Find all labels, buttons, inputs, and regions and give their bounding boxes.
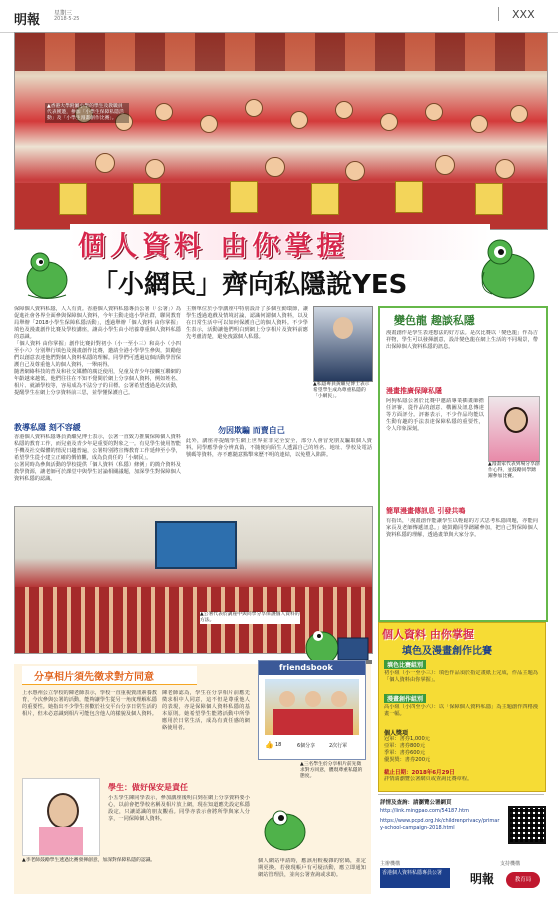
chameleon-mascot-left-icon (20, 240, 75, 305)
footer-link-1[interactable]: http://link.mingpao.com/54187.htm (380, 808, 470, 814)
footer-link-2[interactable]: https://www.pcpd.org.hk/childrenprivacy/primary-school-campaign-2018.html (380, 818, 500, 831)
projector-screen (155, 521, 237, 569)
student-figure (155, 103, 173, 121)
left-subheading-1: 教導私隱 刻不容緩 (14, 423, 81, 432)
illustrator-photo (488, 396, 540, 462)
illustrator-caption: ▲漫畫家代表到場分享創作心得，並鼓勵同學踴躍參加比賽。 (488, 462, 540, 479)
left-p1: 保障個人資料私隱，人人有責。香港個人資料私隱專員公署（「公署」）為促進社會各界全面參與保障個人資料，今年主動走進小學社群，聯同教育局舉辦「2018小學生保障私隱活動」，透過舉辦「個人資料 由你掌握」填色及漫畫創作比賽及學校講座，讓高小學生由小培養尊重個人資料私隱的意識。 (14, 306, 181, 340)
teacher-caption: ▲李老師鼓勵學生透過比賽發揮創意，加深對保障私隱的認識。 (22, 858, 156, 863)
friendsbook-window (258, 660, 366, 760)
page-label: XXX (512, 8, 535, 21)
share-heading: 分享相片須先徵求對方同意 (34, 672, 154, 683)
right-subheading-2: 簡單漫畫傳訊息 引發共鳴 (386, 507, 466, 515)
right-body-2: 有指出，「漫畫創作能讓學生以輕鬆的方式思考私隱問題，亦能向家長及老師傳遞訊息。」她鼓勵同學踴躍參加，把自己對保障個人資料私隱的理解，透過畫筆與大家分享。 (386, 518, 538, 538)
contest-cat2-text: 高小組（小四至小六）：以「保障個人資料私隱」為主題創作四格漫畫一幅。 (384, 704, 538, 717)
prize-item: 優異獎：書券200元 (384, 757, 431, 763)
sponsor-logo: 明報 (470, 872, 495, 886)
top-group-photo (14, 32, 548, 230)
qr-code-icon[interactable] (508, 806, 546, 844)
left-p3: 隨著網絡科技的普及和社交媒體的廣泛使用，兒童及青少年接觸互聯網的年齡越來越低，他們往往在不知不覺間於網上分享個人資料，例如姓名、相片、就讀學校等，容易成為不法分子的目標。公署希望透過是次活動，提醒學生在網上分享資料前三思，並學懂保護自己。 (14, 369, 181, 396)
main-title: 個人資料 由你掌握 (78, 231, 349, 262)
friendsbook-photo (265, 679, 359, 735)
left-p2: 「個人資料 由你掌握」創作比賽針對初小（小一至小三）和高小（小四至小六）分別舉行填色及漫畫創作比賽，邀請全港小學學生參與，鼓勵他們以創意表達他們對個人資料私隱的理解。同學們可透過這個活動學習保護自己及尊重他人的個人資料，一舉兩得。 (14, 341, 181, 368)
student-figure (435, 155, 455, 175)
poster-card (133, 183, 161, 215)
prize-label: 個人獎項 (384, 730, 409, 737)
share-p1: 上水惠州公立學校的陳老師表示，學校一直重視資訊素養教育，今次參與公署的活動，能夠讓學生從另一角度理解私隱的重要性。她指出不少學生喜歡於社交平台分享日常生活的相片，但未必意識到相片可能包含他人的樣貌及個人資料。 (22, 690, 157, 717)
chameleon-mascot-right-icon (470, 232, 540, 304)
poster-card (59, 183, 87, 215)
like-icon[interactable]: 👍 (265, 741, 274, 749)
contest-title-2: 填色及漫畫創作比賽 (402, 646, 492, 657)
teacher-photo (22, 778, 100, 856)
official-portrait (313, 306, 373, 382)
page-header (0, 0, 558, 33)
portrait-face (333, 317, 353, 339)
lecture-caption: ▲公署代表於講座中與同學分享保護個人資料的方法。 (200, 612, 300, 623)
section-label: 星期三 (54, 10, 73, 17)
photo-floor (15, 183, 547, 229)
student-figure (305, 691, 321, 707)
student-figure (510, 105, 528, 123)
student-figure (380, 113, 398, 131)
prize-item: 亞軍：書券800元 (384, 743, 426, 749)
share-body-left (22, 690, 157, 774)
poster-card (230, 181, 258, 213)
left-p5: 公署同時為參與活動的學校提供「個人資料（私隱）條例」的簡介資料及教學資源，讓老師可於課堂中與學生討論相關議題，加深學生對保障個人資料私隱的認識。 (14, 462, 181, 482)
prize-item: 季軍：書券600元 (384, 750, 426, 756)
like-count: 18 (275, 742, 282, 748)
right-subheading-1: 漫畫推廣保障私隱 (386, 387, 442, 395)
sponsor-label: 支持機構 (500, 861, 521, 867)
right-body-1: 阿狗私隱公署於比賽中邀請專業插畫師擔任評審，從作品的創意、構圖及訊息傳達等方面評分。評審表示，不少作品均能以生動有趣的手法表達保障私隱的重要性，令人印象深刻。 (386, 398, 484, 432)
official-caption: ▲私隱專員黃繼兒博士表示希望學生成為尊重私隱的「小網民」。 (313, 382, 370, 399)
organizer-logo: 香港個人資料私隱專員公署 (380, 868, 450, 888)
share-p2: 陳老師認為，學生在分享相片前應先徵求相中人同意，這不但是尊重他人的表現，亦是保障個人資料私隱的基本原則。她希望學生能將活動中所學應用於日常生活，成為有責任感的網絡使用者。 (162, 690, 250, 731)
chameleon-mascot-bottom-icon (258, 800, 312, 854)
uniforms (273, 709, 353, 735)
student-figure (145, 159, 165, 179)
poster-card (395, 181, 423, 213)
illustrator-face (504, 407, 528, 433)
student-figure (345, 161, 365, 181)
contest-title-1: 個人資料 由你掌握 (382, 628, 474, 641)
student-figure (279, 691, 295, 707)
photo-windows (15, 33, 547, 71)
right-box-intro: 漫畫創作是學生表達想法的好方法。是次比賽以「變色龍」作為吉祥物，學生可以發揮創意，設計變色龍在網上生活的不同場景，帶出保障個人資料私隱的訊息。 (386, 330, 538, 350)
top-photo-caption: ▲香港大學附屬小學的學生及教職員代表獲邀，參加「小學生保障私隱活動」及「小學生漫畫創作比賽」。 (45, 103, 129, 123)
contest-deadline: 截止日期：2018年6月29日 (384, 770, 455, 776)
header-divider (498, 7, 499, 21)
comment-count: 2次行軍 (329, 743, 348, 749)
contest-cat1-label: 填色比賽組別 (384, 660, 426, 669)
share-subheading: 學生：做好保安是責任 (108, 783, 188, 792)
prize-item: 冠軍：書券1,000元 (384, 736, 430, 742)
student-figure (331, 691, 347, 707)
student-figure (200, 115, 218, 133)
contest-cat2-label: 漫畫創作組別 (384, 694, 426, 703)
left-article-intro (14, 306, 181, 418)
student-figure (335, 101, 353, 119)
share-count: 6個分享 (297, 743, 316, 749)
date-label: 2018·5·25 (54, 16, 80, 22)
poster-card (311, 183, 339, 215)
footer-query: 詳情及查詢：請瀏覽公署網頁 (380, 800, 452, 806)
organizer-label: 主辦機構 (380, 861, 401, 867)
footer-tip: 個人網站申請時，應該用較複雜的密碼，並定期更換。若發現帳戶有可疑活動，應立即通知網站管理員，並向公署查詢或求助。 (258, 858, 366, 878)
student-figure (425, 103, 443, 121)
mid-article-top: 主辦單位於小學講座中特別設計了多個互動環節，讓學生透過遊戲及情境討論，認識何謂個人資料，以及在日常生活中可以如何保護自己的個人資料。不少學生表示，活動讓他們明白到網上分享相片及資料前應先考慮清楚，避免洩露個人私隱。 (186, 306, 308, 340)
sponsor-logo-2: 教育局 (506, 872, 540, 888)
friendsbook-caption: ▲三名學生於分享相片前先徵求對方同意，體現尊重私隱的態度。 (300, 762, 363, 779)
student-figure (95, 153, 115, 173)
student-figure (470, 115, 488, 133)
left-article-body (14, 434, 181, 504)
teacher-shirt (39, 827, 83, 855)
mid-article-body: 此外，講座亦提醒學生網上世界並非完全安全，部分人會冒充朋友騙取個人資料。同學應學會分辨真偽，不隨便向陌生人透露自己的姓名、地址、學校及電話號碼等資料，亦不應隨意點擊來歷不明的連結，以免墮入陷阱。 (186, 438, 372, 458)
left-p4: 香港個人資料私隱專員黃繼兒博士表示，公署一直致力推廣保障個人資料私隱的教育工作，而兒童及青少年是重要的對象之一。有見學生使用智能手機及社交媒體的情況日趨普遍，公署特別將宣傳教育工作延伸至小學，希望學生從小建立正確的價值觀，成為負責任的「小網民」。 (14, 434, 181, 461)
student-figure (495, 159, 515, 179)
mid-subheading: 勿因欺騙 而賣自己 (218, 426, 285, 435)
contest-cat1-text: 初小組（小一至小三）：填色作品須於指定畫紙上完成，作品主題為「個人資料由你掌握」。 (384, 670, 538, 683)
secondary-title: 「小網民」齊向私隱說YES (92, 270, 408, 300)
masthead: 明報 (14, 13, 41, 28)
share-body-mid (162, 690, 250, 774)
student-figure (245, 99, 263, 117)
student-figure (290, 111, 308, 129)
right-box-title: 變色龍 趣談私隱 (394, 314, 475, 327)
contest-note: 詳情請瀏覽公署網頁或查詢比賽章程。 (384, 776, 473, 782)
share-p3-block: 小五學生陳同學表示，參加講座後明白到在網上分享資料要小心，以前會把學校名稱及相片放上網，現在知道應先設定私隱設定，只讓認識的朋友觀看。同學亦表示會將所學與家人分享，一同保障個人資料。 (108, 795, 250, 822)
student-figure (265, 157, 285, 177)
prize-list (384, 736, 538, 766)
friendsbook-logo: friendsbook (279, 663, 333, 672)
teacher-face (47, 793, 79, 829)
poster-card (475, 183, 503, 215)
